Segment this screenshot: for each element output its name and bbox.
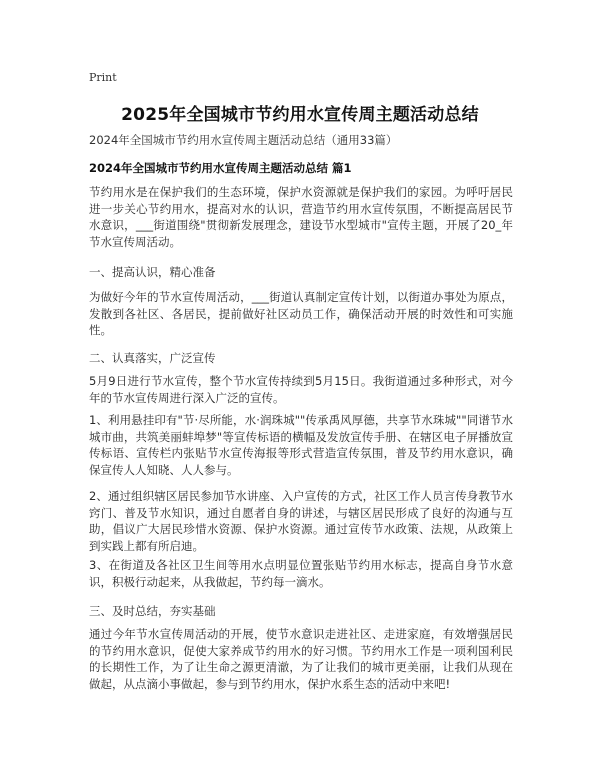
- section-heading: 2024年全国城市节约用水宣传周主题活动总结 篇1: [89, 161, 352, 175]
- document-title: 2025年全国城市节约用水宣传周主题活动总结: [121, 105, 479, 125]
- paragraph-item-1: 1、利用悬挂印有"节·尽所能，水·润珠城""传承禹风厚德，共享节水珠城""同谱节水城市曲，共筑美丽蚌埠梦"等宣传标语的横幅及发放宣传手册、在辖区电子屏播放宣传标语、宣传栏内张贴节水宣传海报等形式营造宣传氛围，普及节约用水意识，确保宣传人人知晓、人人参与。: [89, 413, 513, 477]
- paragraph-item-3: 3、在街道及各社区卫生间等用水点明显位置张贴节约用水标志，提高自身节水意识，积极行动起来，从我做起，节约每一滴水。: [89, 558, 513, 589]
- paragraph-intro: 节约用水是在保护我们的生态环境，保护水资源就是保护我们的家园。为呼吁居民进一步关心节约用水，提高对水的认识，营造节约用水宣传氛围，不断提高居民节水意识，___街道围绕"贯彻新发展理念，建设节水型城市"宣传主题，开展了20_年节水宣传周活动。: [89, 185, 513, 249]
- heading-part-3: 三、及时总结，夯实基础: [89, 604, 216, 618]
- document-subtitle: 2024年全国城市节约用水宣传周主题活动总结（通用33篇）: [89, 133, 398, 147]
- heading-part-2: 二、认真落实，广泛宣传: [89, 351, 216, 365]
- heading-part-1: 一、提高认识，精心准备: [89, 265, 216, 279]
- print-link[interactable]: Print: [89, 71, 117, 84]
- paragraph-preparation: 为做好今年的节水宣传周活动，___街道认真制定宣传计划，以街道办事处为原点，发散到各社区、各居民，提前做好社区动员工作，确保活动开展的时效性和可实施性。: [89, 290, 513, 338]
- paragraph-campaign-dates: 5月9日进行节水宣传，整个节水宣传持续到5月15日。我街道通过多种形式，对今年的节水宣传周进行深入广泛的宣传。: [89, 374, 513, 405]
- paragraph-summary: 通过今年节水宣传周活动的开展，使节水意识走进社区、走进家庭，有效增强居民的节约用水意识，促使大家养成节约用水的好习惯。节约用水工作是一项利国利民的长期性工作，为了让生命之源更清澈，为了让我们的城市更美丽，让我们从现在做起，从点滴小事做起，参与到节约用水，保护水系生态的活动中来吧!: [89, 627, 513, 691]
- paragraph-item-2: 2、通过组织辖区居民参加节水讲座、入户宣传的方式，社区工作人员言传身教节水窍门、普及节水知识，通过自愿者自身的讲述，与辖区居民形成了良好的沟通与互助，倡议广大居民珍惜水资源、保护水资源。通过宣传节水政策、法规，从政策上到实践上都有所启迪。: [89, 489, 513, 553]
